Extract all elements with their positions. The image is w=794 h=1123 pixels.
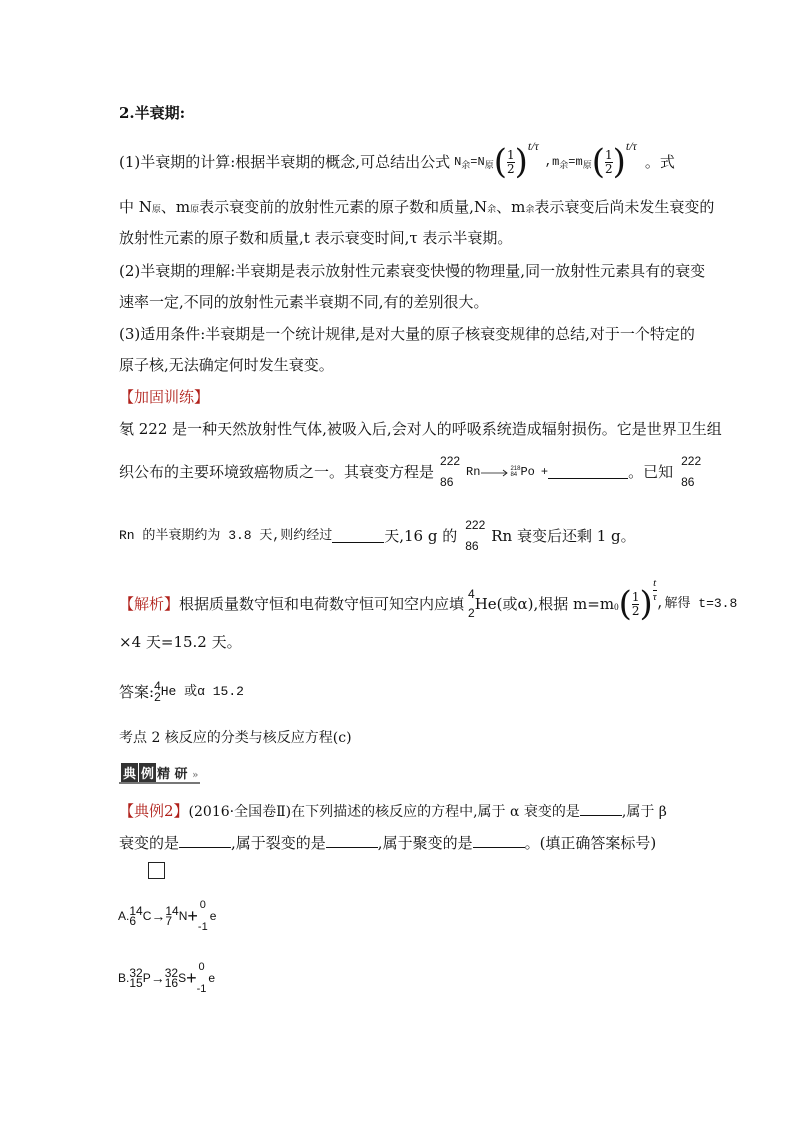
n-original: =N xyxy=(470,155,485,169)
rn-nuclide: 222 86 xyxy=(440,454,461,489)
p3-line1: (3)适用条件:半衰期是一个统计规律,是对大量的原子核衰变规律的总结,对于一个特定的 xyxy=(119,325,695,343)
po-symbol: Po xyxy=(520,465,535,479)
c-nuclide: 14 6 xyxy=(129,904,143,928)
answer-text: He 或α 15.2 xyxy=(160,684,244,699)
option-b[interactable] xyxy=(118,958,215,998)
text: ,属于 β xyxy=(621,804,667,820)
s-symbol: S xyxy=(178,971,187,985)
answer-blank-1[interactable] xyxy=(548,466,628,479)
text: ,属于裂变的是 xyxy=(231,834,326,852)
right-paren-3: ) xyxy=(639,584,653,624)
text: 、m xyxy=(496,198,526,216)
answer-blank-fission[interactable] xyxy=(326,835,378,848)
text: He(或α),根据 m=m xyxy=(474,595,615,613)
example-banner xyxy=(119,763,200,784)
text: 、m xyxy=(160,198,191,216)
text: (2016·全国卷Ⅱ)在下列描述的核反应的方程中,属于 α 衰变的是 xyxy=(188,804,580,820)
he-nuclide: 4 2 xyxy=(468,587,475,620)
example-line1 xyxy=(119,802,667,821)
exponent-frac: $\frac{t}{\tau}$ xyxy=(652,576,657,603)
p1-line3: 放射性元素的原子数和质量,t 表示衰变时间,τ 表示半衰期。 xyxy=(119,229,513,247)
analysis-line1 xyxy=(119,576,738,626)
e-symbol: e xyxy=(209,909,217,923)
answer-blank-alpha[interactable] xyxy=(580,803,622,816)
analysis-tag: 【解析】 xyxy=(119,595,180,613)
p-symbol: P xyxy=(142,971,151,985)
sub-remaining: 余 xyxy=(461,160,471,170)
text: 表示衰变前的放射性元素的原子数和质量,N xyxy=(199,198,488,216)
answer-label: 答案: xyxy=(119,683,155,701)
m-remaining: m xyxy=(552,155,560,169)
p2-line1: (2)半衰期的理解:半衰期是表示放射性元素衰变快慢的物理量,同一放射性元素具有的衰变 xyxy=(119,262,706,280)
option-a[interactable] xyxy=(118,896,216,936)
text: 表示衰变后尚未发生衰变的 xyxy=(534,198,715,216)
option-label: B. xyxy=(118,971,130,985)
plus: + xyxy=(187,905,198,926)
answer-blank-2[interactable] xyxy=(332,530,384,543)
left-paren-3: ( xyxy=(618,584,632,624)
m-original: =m xyxy=(568,155,583,169)
formula-intro: (1)半衰期的计算:根据半衰期的概念,可总结出公式 xyxy=(119,153,451,171)
text: ,解得 t=3.8 xyxy=(656,596,738,611)
sub: 余 xyxy=(525,204,535,214)
training-line1: 氡 222 是一种天然放射性气体,被吸入后,会对人的呼吸系统造成辐射损伤。它是世界卫生组 xyxy=(119,420,722,438)
analysis-line2: ×4 天=15.2 天。 xyxy=(119,633,242,651)
fraction-half-3: $\frac{1}{2}$ xyxy=(631,589,640,618)
comma: , xyxy=(544,155,553,169)
text: 中 N xyxy=(119,198,152,216)
right-paren: ) xyxy=(514,142,528,182)
sub: 原 xyxy=(190,204,200,214)
formula-tail: 。式 xyxy=(644,153,675,171)
answer-blank-fusion[interactable] xyxy=(473,835,525,848)
half-life-formula-line xyxy=(119,140,675,184)
right-paren-2: ) xyxy=(612,142,626,182)
arrow-icon xyxy=(481,466,509,478)
banner-arrow-icon: » xyxy=(192,770,199,781)
answer-blank-beta[interactable] xyxy=(179,835,231,848)
banner-char: 例 xyxy=(139,763,156,782)
text: ,属于聚变的是 xyxy=(377,834,473,852)
n-remaining: N xyxy=(454,155,462,169)
p3-line2: 原子核,无法确定何时发生衰变。 xyxy=(119,356,334,374)
sub: 原 xyxy=(151,204,161,214)
fraction-half: $\frac{1}{2}$ xyxy=(506,147,515,176)
text: 。已知 xyxy=(628,463,674,481)
text: Rn 衰变后还剩 1 g。 xyxy=(491,527,636,545)
fraction-half-2: $\frac{1}{2}$ xyxy=(604,147,613,176)
topic-heading: 考点 2 核反应的分类与核反应方程(c) xyxy=(119,730,352,746)
text: 织公布的主要环境致癌物质之一。其衰变方程是 xyxy=(119,463,435,481)
rn-symbol: Rn xyxy=(466,465,481,479)
training-tag: 【加固训练】 xyxy=(119,388,210,406)
sub: 余 xyxy=(487,204,497,214)
p2-line2: 速率一定,不同的放射性元素半衰期不同,有的差别很大。 xyxy=(119,293,489,311)
text: 衰变的是 xyxy=(119,834,180,852)
left-paren-2: ( xyxy=(591,142,605,182)
arrow-icon: → xyxy=(151,908,166,924)
exponent-2: t/τ xyxy=(625,139,637,153)
example-tag: 【典例2】 xyxy=(119,802,189,820)
text: Rn 的半衰期约为 3.8 天,则约经过 xyxy=(119,528,333,543)
banner-text: 精 研 xyxy=(157,767,188,782)
sub-original: 原 xyxy=(484,160,494,170)
e-symbol: e xyxy=(208,971,216,985)
p1-line2 xyxy=(119,198,714,218)
e-nuclide: 0 -1 xyxy=(196,961,207,995)
m0-sub: 0 xyxy=(614,602,619,612)
exponent: t/τ xyxy=(527,139,539,153)
he-nuclide-answer: 4 2 xyxy=(154,679,161,704)
c-symbol: C xyxy=(142,909,152,923)
n-symbol: N xyxy=(178,909,188,923)
training-line2 xyxy=(119,452,701,492)
sub-original-m: 原 xyxy=(582,160,592,170)
text: 天,16 g 的 xyxy=(384,527,458,545)
answer-line xyxy=(119,680,244,704)
plus: + xyxy=(540,465,549,479)
option-label: A. xyxy=(118,909,130,923)
n-nuclide: 14 7 xyxy=(165,904,179,928)
sub-remaining-m: 余 xyxy=(559,160,569,170)
s-nuclide: 32 16 xyxy=(164,966,179,990)
training-line3 xyxy=(119,516,636,556)
po-nuclide: 218 84 xyxy=(510,466,521,478)
p-nuclide: 32 15 xyxy=(129,966,143,990)
e-nuclide: 0 -1 xyxy=(197,899,208,933)
example-line2 xyxy=(119,834,656,852)
section-title: 2.半衰期: xyxy=(119,104,186,122)
left-paren: ( xyxy=(493,142,507,182)
text: 。(填正确答案标号) xyxy=(524,834,657,852)
answer-checkbox[interactable] xyxy=(148,862,165,879)
banner-char: 典 xyxy=(121,763,138,782)
rn-nuclide-3: 222 86 xyxy=(465,518,486,553)
arrow-icon: → xyxy=(150,970,165,986)
rn-nuclide-2: 222 86 xyxy=(681,454,702,489)
plus: + xyxy=(186,967,197,988)
text: 根据质量数守恒和电荷数守恒可知空内应填 xyxy=(179,595,465,613)
